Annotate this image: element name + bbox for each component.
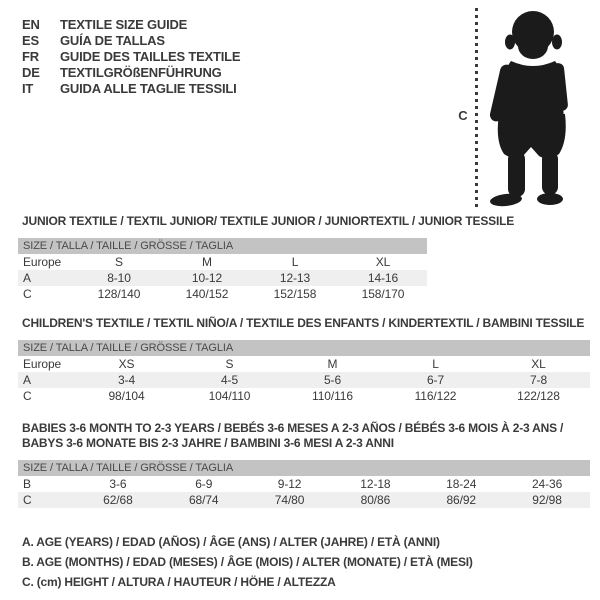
size-header-bar: SIZE / TALLA / TAILLE / GRÖSSE / TAGLIA xyxy=(18,460,590,476)
size-cell: L xyxy=(432,357,439,371)
size-table-section xyxy=(18,214,590,302)
legend-note: B. AGE (MONTHS) / EDAD (MESES) / ÂGE (MOIS) / ALTER (MONATE) / ETÀ (MESI) xyxy=(22,555,473,569)
size-cell: 128/140 xyxy=(97,287,141,301)
size-cell: S xyxy=(115,255,123,269)
size-cell: XS xyxy=(118,357,135,371)
size-cell: 12-13 xyxy=(279,271,311,285)
language-title-list xyxy=(22,17,240,97)
size-cell: 3-6 xyxy=(109,477,127,491)
size-cell: 18-24 xyxy=(446,477,477,491)
size-cell: S xyxy=(225,357,234,371)
size-table-section xyxy=(18,421,590,508)
size-cell: 110/116 xyxy=(312,389,353,403)
size-cell: 8-10 xyxy=(107,271,131,285)
size-cell: 98/104 xyxy=(108,389,145,403)
size-cell: 122/128 xyxy=(517,389,560,403)
size-cell: 24-36 xyxy=(531,477,563,491)
table-row xyxy=(18,476,590,492)
size-table-section xyxy=(18,316,590,404)
size-header-bar: SIZE / TALLA / TAILLE / GRÖSSE / TAGLIA xyxy=(18,340,590,356)
table-row xyxy=(18,286,427,302)
table-row xyxy=(18,492,590,508)
table-title xyxy=(22,214,590,229)
language-code: DE xyxy=(22,65,40,80)
table-title-line: JUNIOR TEXTILE / TEXTIL JUNIOR/ TEXTILE JUNIOR / JUNIORTEXTIL / JUNIOR TESSILE xyxy=(22,214,515,228)
language-row xyxy=(22,49,240,65)
size-cell: M xyxy=(202,255,212,269)
size-cell: M xyxy=(327,357,338,371)
size-cell: 74/80 xyxy=(274,493,305,507)
size-cell: 14-16 xyxy=(367,271,399,285)
language-row xyxy=(22,33,240,49)
size-tables xyxy=(18,214,590,508)
row-label: C xyxy=(23,287,32,301)
table-row xyxy=(18,254,427,270)
toddler-silhouette-shape xyxy=(489,11,569,208)
legend-note: A. AGE (YEARS) / EDAD (AÑOS) / ÂGE (ANS) / ALTER (JAHRE) / ETÀ (ANNI) xyxy=(22,535,440,549)
table-title-line: BABYS 3-6 MONATE BIS 2-3 JAHRE / BAMBINI 3-6 MESI A 2-3 ANNI xyxy=(22,436,394,450)
size-cell: 152/158 xyxy=(273,287,317,301)
size-cell: 80/86 xyxy=(360,493,391,507)
size-cell: 158/170 xyxy=(361,287,405,301)
language-code: FR xyxy=(22,49,39,64)
size-cell: 116/122 xyxy=(414,389,457,403)
table-title xyxy=(22,421,590,451)
size-cell: 6-9 xyxy=(195,477,213,491)
size-cell: 140/152 xyxy=(185,287,229,301)
language-row xyxy=(22,81,240,97)
language-title-text: GUÍA DE TALLAS xyxy=(60,33,165,48)
size-cell: 9-12 xyxy=(277,477,302,491)
size-cell: 12-18 xyxy=(360,477,391,491)
row-label: Europe xyxy=(23,255,62,269)
row-label: B xyxy=(23,477,31,491)
table-title-line: CHILDREN'S TEXTILE / TEXTIL NIÑO/A / TEXTILE DES ENFANTS / KINDERTEXTIL / BAMBINI TESSILE xyxy=(22,316,585,330)
row-label: A xyxy=(23,373,31,387)
language-code: ES xyxy=(22,33,39,48)
size-cell: 3-4 xyxy=(117,373,136,387)
language-title-text: TEXTILE SIZE GUIDE xyxy=(60,17,188,32)
size-cell: L xyxy=(291,255,299,269)
height-measure-label: C xyxy=(458,108,468,123)
legend-note: C. (cm) HEIGHT / ALTURA / HAUTEUR / HÖHE / ALTEZZA xyxy=(22,575,336,589)
size-header-bar: SIZE / TALLA / TAILLE / GRÖSSE / TAGLIA xyxy=(18,238,427,254)
size-cell: 104/110 xyxy=(208,389,251,403)
language-title-text: GUIDA ALLE TAGLIE TESSILI xyxy=(60,81,237,96)
toddler-silhouette-icon xyxy=(480,9,572,211)
language-code: EN xyxy=(22,17,40,32)
size-cell: XL xyxy=(531,357,546,371)
row-label: C xyxy=(23,389,32,403)
table-title xyxy=(22,316,590,331)
height-measure-dashed-line xyxy=(475,8,478,207)
language-row xyxy=(22,17,240,33)
size-cell: 10-12 xyxy=(191,271,223,285)
size-cell: 86/92 xyxy=(446,493,476,507)
size-cell: 92/98 xyxy=(532,493,562,507)
table-title-line: BABIES 3-6 MONTH TO 2-3 YEARS / BEBÉS 3-6 MESES A 2-3 AÑOS / BÉBÉS 3-6 MOIS À 2-3 ANS / xyxy=(22,421,564,435)
row-label: A xyxy=(23,271,31,285)
table-row xyxy=(18,270,427,286)
language-title-text: TEXTILGRÖßENFÜHRUNG xyxy=(60,65,222,80)
language-row xyxy=(22,65,240,81)
size-cell: 7-8 xyxy=(529,373,548,387)
size-cell: 5-6 xyxy=(323,373,342,387)
row-label: Europe xyxy=(23,357,62,371)
size-cell: 6-7 xyxy=(426,373,445,387)
legend-notes xyxy=(22,532,473,592)
table-row xyxy=(18,372,590,388)
table-row xyxy=(18,388,590,404)
size-cell: 62/68 xyxy=(103,493,133,507)
language-title-text: GUIDE DES TAILLES TEXTILE xyxy=(60,49,241,64)
row-label: C xyxy=(23,493,32,507)
language-code: IT xyxy=(22,81,34,96)
table-row xyxy=(18,356,590,372)
size-cell: 4-5 xyxy=(220,373,239,387)
size-cell: 68/74 xyxy=(188,493,219,507)
size-cell: XL xyxy=(375,255,391,269)
